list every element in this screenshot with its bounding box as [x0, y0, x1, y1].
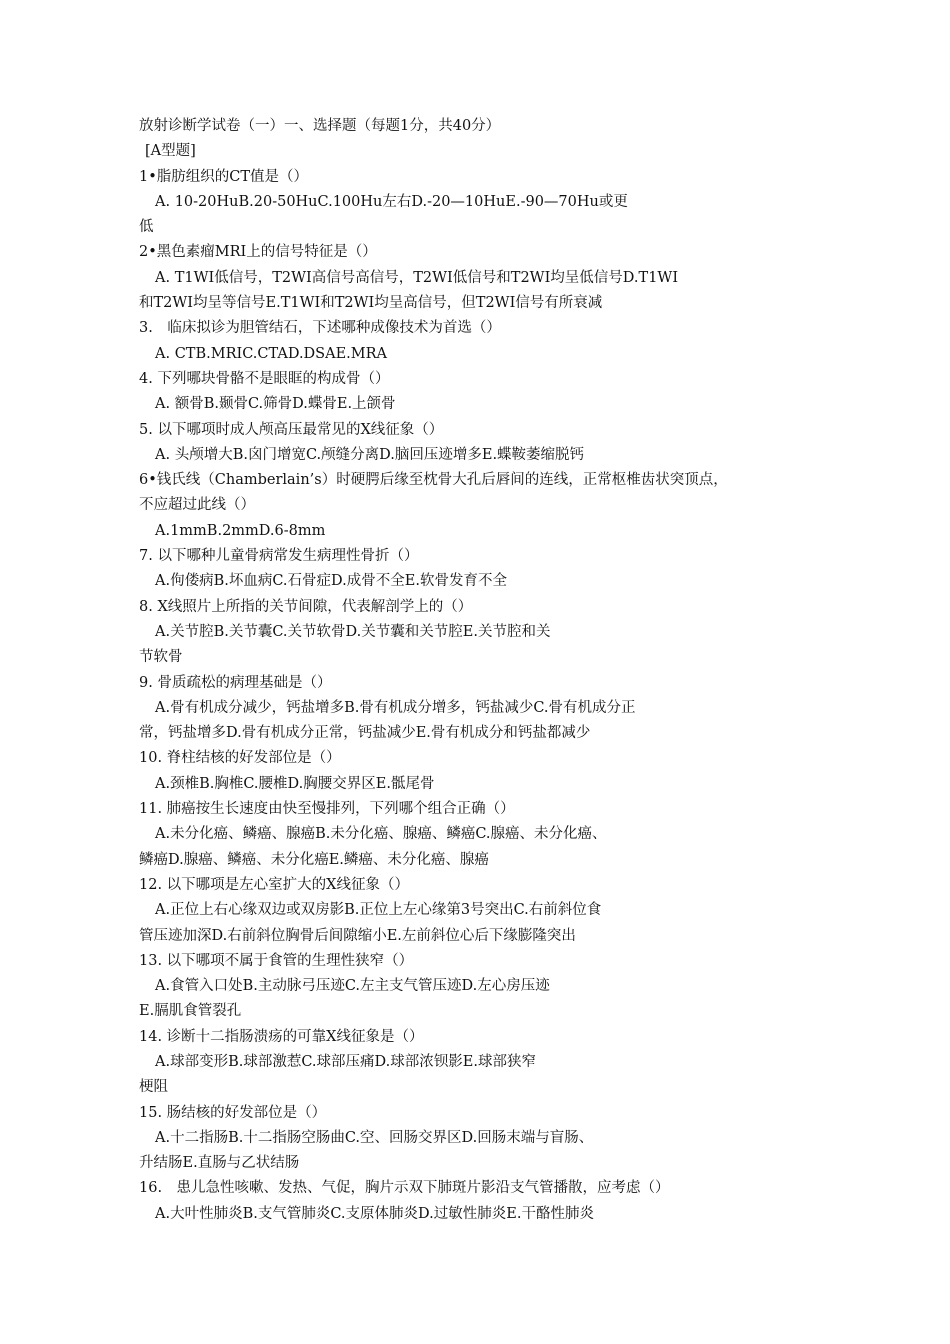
- text-line: 放射诊断学试卷（一）一、选择题（每题1分，共40分）: [139, 118, 501, 134]
- text-line: 2•黑色素瘤MRI上的信号特征是（）: [139, 244, 377, 261]
- text-line: 鳞癌D.腺癌、鳞癌、未分化癌E.鳞癌、未分化癌、腺癌: [139, 851, 489, 868]
- text-line: [A型题]: [145, 143, 196, 160]
- text-line: 16. 患儿急性咳嗽、发热、气促，胸片示双下肺斑片影沿支气管播散，应考虑（）: [139, 1180, 670, 1197]
- text-line: 9. 骨质疏松的病理基础是（）: [139, 674, 332, 691]
- text-line: 15. 肠结核的好发部位是（）: [139, 1104, 327, 1121]
- answer-options-line: A.关节腔B.关节囊C.关节软骨D.关节囊和关节腔E.关节腔和关: [155, 623, 551, 640]
- text-line: E.膈肌食管裂孔: [139, 1003, 242, 1020]
- document-body: [139, 114, 829, 1227]
- text-line: 13. 以下哪项不属于食管的生理性狭窄（）: [139, 952, 414, 969]
- text-line: 8. X线照片上所指的关节间隙，代表解剖学上的（）: [139, 598, 473, 615]
- answer-options-line: A.十二指肠B.十二指肠空肠曲C.空、回肠交界区D.回肠末端与盲肠、: [155, 1129, 594, 1146]
- text-line: 和T2WI均呈等信号E.T1WI和T2WI均呈高信号，但T2WI信号有所衰减: [139, 295, 603, 312]
- answer-options-line: A.大叶性肺炎B.支气管肺炎C.支原体肺炎D.过敏性肺炎E.干酪性肺炎: [155, 1205, 594, 1222]
- text-line: 3. 临床拟诊为胆管结石，下述哪种成像技术为首选（）: [139, 320, 501, 337]
- answer-options-line: A. T1WI低信号，T2WI高信号高信号，T2WI低信号和T2WI均呈低信号D.T1WI: [155, 269, 679, 286]
- answer-options-line: A.球部变形B.球部激惹C.球部压痛D.球部浓钡影E.球部狭窄: [155, 1053, 536, 1070]
- text-line: 6•钱氏线（Chamberlain’s）时硬腭后缘至枕骨大孔后唇间的连线，正常枢椎齿状突顶点，: [139, 472, 728, 489]
- text-line: 10. 脊柱结核的好发部位是（）: [139, 750, 341, 767]
- text-line: 不应超过此线（）: [139, 497, 255, 514]
- answer-options-line: A. 头颅增大B.囟门增宽C.颅缝分离D.脑回压迹增多E.蝶鞍萎缩脱钙: [155, 446, 585, 463]
- answer-options-line: A.佝偻病B.坏血病C.石骨症D.成骨不全E.软骨发育不全: [155, 573, 507, 590]
- answer-options-line: A. 10-20HuB.20-50HuC.100Hu左右D.-20—10HuE.-90—70Hu或更: [155, 193, 628, 210]
- text-line: 12. 以下哪项是左心室扩大的X线征象（）: [139, 876, 409, 893]
- answer-options-line: A.1mmB.2mmD.6-8mm: [155, 522, 326, 539]
- text-line: 节软骨: [139, 649, 183, 666]
- answer-options-line: A. 额骨B.颞骨C.筛骨D.蝶骨E.上颌骨: [155, 396, 396, 413]
- text-line: 梗阻: [139, 1079, 168, 1096]
- text-line: 常，钙盐增多D.骨有机成分正常，钙盐减少E.骨有机成分和钙盐都减少: [139, 725, 591, 742]
- answer-options-line: A. CTB.MRIC.CTAD.DSAE.MRA: [155, 345, 388, 362]
- answer-options-line: A.颈椎B.胸椎C.腰椎D.胸腰交界区E.骶尾骨: [155, 775, 435, 792]
- answer-options-line: A.食管入口处B.主动脉弓压迹C.左主支气管压迹D.左心房压迹: [155, 978, 550, 995]
- text-line: 1•脂肪组织的CT值是（）: [139, 168, 309, 185]
- text-line: 11. 肺癌按生长速度由快至慢排列，下列哪个组合正确（）: [139, 801, 515, 818]
- answer-options-line: A.未分化癌、鳞癌、腺癌B.未分化癌、腺癌、鳞癌C.腺癌、未分化癌、: [155, 826, 607, 843]
- text-line: 14. 诊断十二指肠溃疡的可靠X线征象是（）: [139, 1028, 424, 1045]
- answer-options-line: A.正位上右心缘双边或双房影B.正位上左心缘第3号突出C.右前斜位食: [155, 902, 602, 919]
- text-line: 低: [139, 219, 154, 236]
- text-line: 5. 以下哪项时成人颅高压最常见的X线征象（）: [139, 421, 444, 438]
- answer-options-line: A.骨有机成分减少，钙盐增多B.骨有机成分增多，钙盐减少C.骨有机成分正: [155, 699, 636, 716]
- text-line: 升结肠E.直肠与乙状结肠: [139, 1155, 300, 1172]
- text-line: 管压迹加深D.右前斜位胸骨后间隙缩小E.左前斜位心后下缘膨隆突出: [139, 927, 576, 944]
- text-line: 4. 下列哪块骨骼不是眼眶的构成骨（）: [139, 370, 390, 387]
- text-line: 7. 以下哪种儿童骨病常发生病理性骨折（）: [139, 548, 419, 565]
